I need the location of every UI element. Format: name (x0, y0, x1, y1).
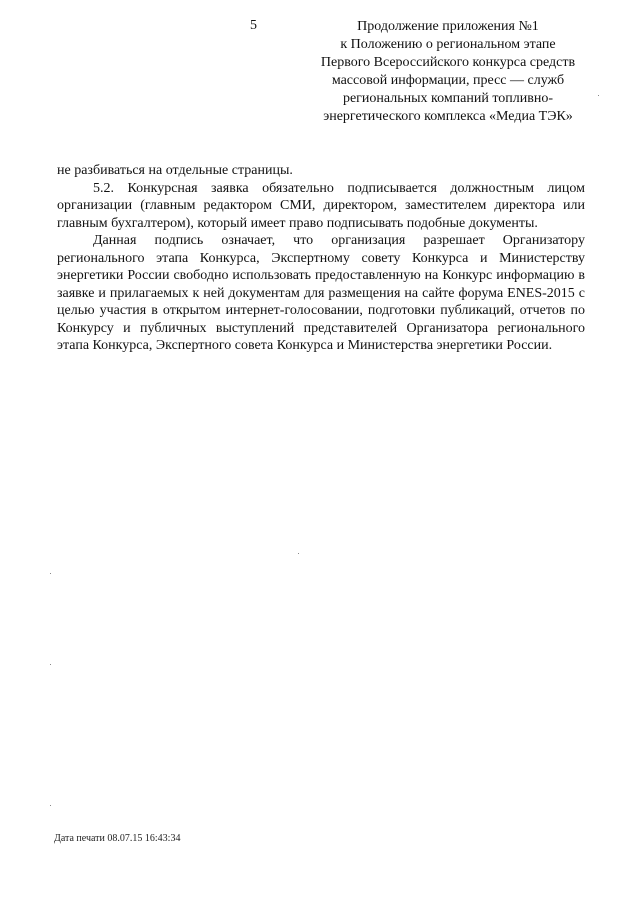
appendix-header (300, 18, 596, 126)
header-line: энергетического комплекса «Медиа ТЭК» (323, 109, 573, 124)
header-line: Первого Всероссийского конкурса средств (320, 55, 576, 70)
header-line: массовой информации, пресс — служб (331, 73, 565, 88)
paragraph-signature-meaning: Данная подпись означает, что организация разрешает Организатору регионального этапа Конкурса, Экспертному совету Конкурса и Министерству энергетики России свободно использовать предоставленную на Конкурс информацию в заявке и прилагаемых к ней документам для размещения на сайте форума ENES-2015 с целью участия в открытом интернет-голосовании, подготовки публикаций, отчетов по Конкурсу и публичных выступлений представителей Организатора регионального этапа Конкурса, Экспертного совета Конкурса и Министерства энергетики России. (57, 233, 585, 353)
header-line: к Положению о региональном этапе (340, 37, 556, 52)
scan-speck (298, 553, 299, 554)
scan-speck (50, 805, 51, 806)
header-line: Продолжение приложения №1 (357, 19, 539, 34)
scan-speck (50, 664, 51, 665)
page-number: 5 (250, 18, 257, 33)
paragraph-5-2: 5.2. Конкурсная заявка обязательно подписывается должностным лицом организации (главным редактором СМИ, директором, заместителем директора или главным бухгалтером), который имеет право подписывать подобные документы. (57, 180, 585, 231)
scan-speck (598, 95, 599, 96)
body-text (57, 162, 585, 355)
print-date: Дата печати 08.07.15 16:43:34 (54, 833, 181, 844)
header-line: региональных компаний топливно- (342, 91, 554, 106)
paragraph-continuation: не разбиваться на отдельные страницы. (57, 163, 293, 178)
scan-speck (50, 573, 51, 574)
